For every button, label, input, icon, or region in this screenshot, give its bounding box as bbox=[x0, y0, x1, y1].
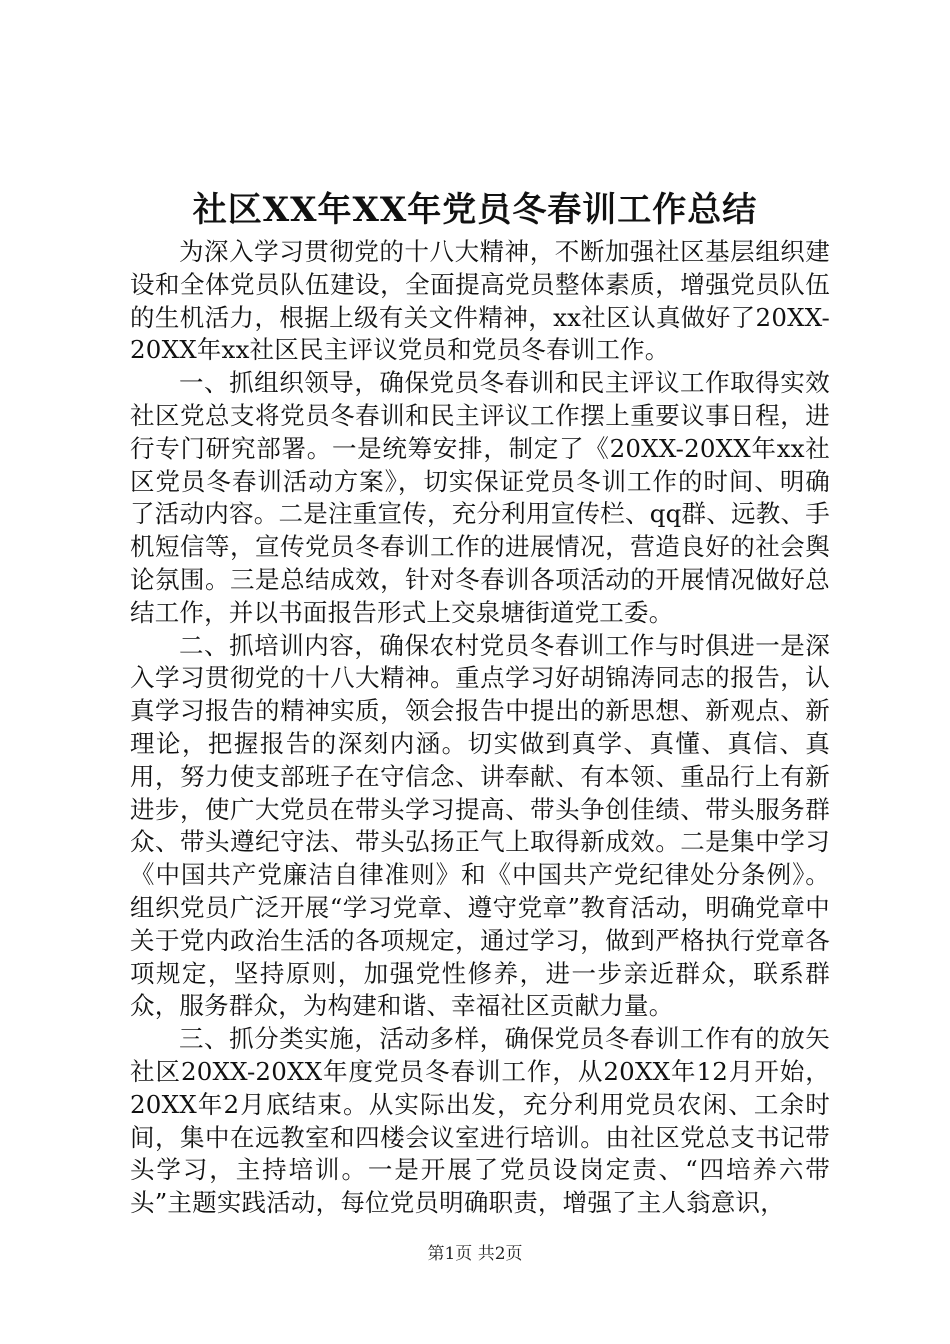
page-indicator: 第1页 共2页 bbox=[427, 1244, 523, 1264]
paragraph-section-2: 二、抓培训内容，确保农村党员冬春训工作与时俱进一是深入学习贯彻党的十八大精神。重点学习好胡锦涛同志的报告，认真学习报告的精神实质，领会报告中提出的新思想、新观点、新理论，把握报告的深刻内涵。切实做到真学、真懂、真信、真用，努力使支部班子在守信念、讲奉献、有本领、重品行上有新进步，使广大党员在带头学习提高、带头争创佳绩、带头服务群众、带头遵纪守法、带头弘扬正气上取得新成效。二是集中学习《中国共产党廉洁自律准则》和《中国共产党纪律处分条例》。组织党员广泛开展“学习党章、遵守党章”教育活动，明确党章中关于党内政治生活的各项规定，通过学习，做到严格执行党章各项规定，坚持原则，加强党性修养，进一步亲近群众，联系群众，服务群众，为构建和谐、幸福社区贡献力量。 bbox=[130, 630, 830, 1021]
paragraph-section-3: 三、抓分类实施，活动多样，确保党员冬春训工作有的放矢社区20XX-20XX年度党员冬春训工作，从20XX年12月开始，20XX年2月底结束。从实际出发，充分利用党员农闲、工余时间，集中在远教室和四楼会议室进行培训。由社区党总支书记带头学习，主持培训。一是开展了党员设岗定责、“四培养六带头”主题实践活动，每位党员明确职责，增强了主人翁意识， bbox=[130, 1024, 830, 1218]
page-footer bbox=[0, 1242, 950, 1266]
paragraph-section-1: 一、抓组织领导，确保党员冬春训和民主评议工作取得实效社区党总支将党员冬春训和民主评议工作摆上重要议事日程，进行专门研究部署。一是统筹安排，制定了《20XX-20XX年xx社区党员冬春训活动方案》，切实保证党员冬训工作的时间、明确了活动内容。二是注重宣传，充分利用宣传栏、qq群、远教、手机短信等，宣传党员冬春训工作的进展情况，营造良好的社会舆论氛围。三是总结成效，针对冬春训各项活动的开展情况做好总结工作，并以书面报告形式上交泉塘街道党工委。 bbox=[130, 368, 830, 627]
document-title: 社区XX年XX年党员冬春训工作总结 bbox=[192, 190, 758, 230]
document-body bbox=[130, 236, 830, 1220]
paragraph-intro: 为深入学习贯彻党的十八大精神，不断加强社区基层组织建设和全体党员队伍建设，全面提高党员整体素质，增强党员队伍的生机活力，根据上级有关文件精神，xx社区认真做好了20XX-20XX年xx社区民主评议党员和党员冬春训工作。 bbox=[130, 237, 830, 365]
